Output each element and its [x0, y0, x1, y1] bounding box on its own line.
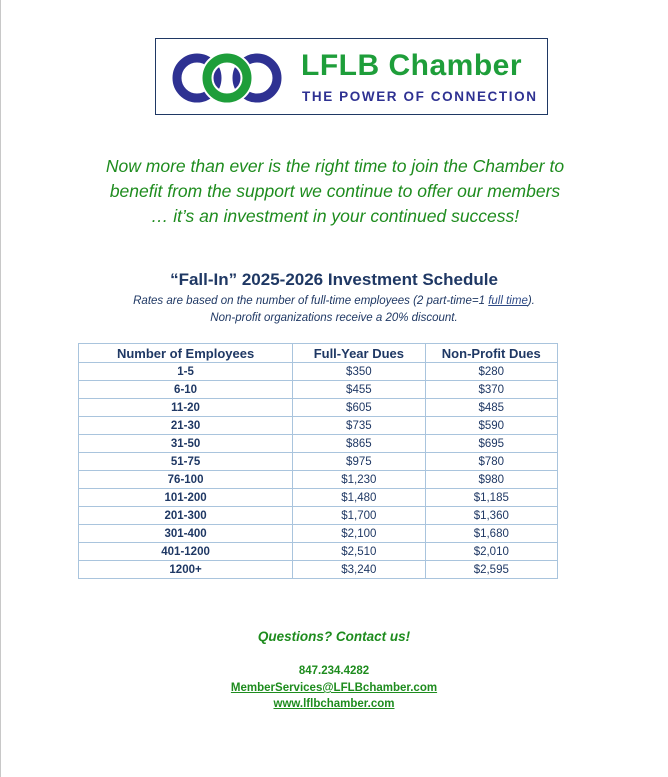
table-row: [79, 471, 558, 489]
header-full-year-dues: Full-Year Dues: [293, 344, 425, 363]
full-year-dues-cell: $3,240: [293, 561, 425, 579]
full-year-dues-cell: $2,510: [293, 543, 425, 561]
full-year-dues-cell: $865: [293, 435, 425, 453]
table-row: [79, 525, 558, 543]
employees-cell: 301-400: [79, 525, 293, 543]
non-profit-dues-cell: $980: [425, 471, 557, 489]
logo-box: [155, 38, 548, 115]
investment-schedule-table: [78, 343, 558, 579]
intro-line-3: … it’s an investment in your continued success!: [150, 206, 520, 226]
employees-cell: 21-30: [79, 417, 293, 435]
intro-paragraph: [60, 154, 610, 229]
non-profit-dues-cell: $280: [425, 363, 557, 381]
employees-cell: 31-50: [79, 435, 293, 453]
table-row: [79, 417, 558, 435]
contact-phone: 847.234.4282: [298, 665, 370, 677]
chamber-rings-logo-icon: [171, 52, 283, 104]
table-row: [79, 399, 558, 417]
table-row: [79, 507, 558, 525]
schedule-title: “Fall-In” 2025-2026 Investment Schedule: [170, 270, 498, 289]
logo-tagline: THE POWER OF CONNECTION: [302, 89, 538, 104]
non-profit-dues-cell: $780: [425, 453, 557, 471]
table-row: [79, 543, 558, 561]
full-year-dues-cell: $1,480: [293, 489, 425, 507]
full-year-dues-cell: $350: [293, 363, 425, 381]
website-link[interactable]: www.lflbchamber.com: [273, 698, 395, 710]
table-header-row: [79, 344, 558, 363]
non-profit-dues-cell: $590: [425, 417, 557, 435]
employees-cell: 11-20: [79, 399, 293, 417]
employees-cell: 1-5: [79, 363, 293, 381]
full-year-dues-cell: $1,230: [293, 471, 425, 489]
contact-email-link[interactable]: MemberServices@LFLBchamber.com: [230, 682, 438, 694]
full-year-dues-cell: $2,100: [293, 525, 425, 543]
employees-cell: 401-1200: [79, 543, 293, 561]
non-profit-dues-cell: $1,680: [425, 525, 557, 543]
full-year-dues-cell: $1,700: [293, 507, 425, 525]
employees-cell: 201-300: [79, 507, 293, 525]
employees-cell: 76-100: [79, 471, 293, 489]
logo-title: LFLB Chamber: [301, 49, 523, 82]
schedule-note-rates: [0, 295, 668, 307]
schedule-note-nonprofit: Non-profit organizations receive a 20% discount.: [210, 312, 458, 324]
non-profit-dues-cell: $2,010: [425, 543, 557, 561]
header-employees: Number of Employees: [79, 344, 293, 363]
intro-line-2: benefit from the support we continue to offer our members: [109, 181, 561, 201]
note-rates-end: ).: [527, 295, 535, 307]
table-row: [79, 453, 558, 471]
employees-cell: 1200+: [79, 561, 293, 579]
page-edge: [0, 0, 1, 777]
full-year-dues-cell: $455: [293, 381, 425, 399]
non-profit-dues-cell: $485: [425, 399, 557, 417]
header-non-profit-dues: Non-Profit Dues: [425, 344, 557, 363]
table-row: [79, 363, 558, 381]
table-row: [79, 435, 558, 453]
table-row: [79, 489, 558, 507]
non-profit-dues-cell: $1,185: [425, 489, 557, 507]
non-profit-dues-cell: $695: [425, 435, 557, 453]
non-profit-dues-cell: $1,360: [425, 507, 557, 525]
employees-cell: 51-75: [79, 453, 293, 471]
full-year-dues-cell: $605: [293, 399, 425, 417]
note-rates-text: Rates are based on the number of full-time employees (2 part-time=1: [133, 295, 489, 307]
employees-cell: 6-10: [79, 381, 293, 399]
employees-cell: 101-200: [79, 489, 293, 507]
table-row: [79, 381, 558, 399]
full-time-link[interactable]: full time: [488, 295, 528, 307]
full-year-dues-cell: $735: [293, 417, 425, 435]
contact-heading: Questions? Contact us!: [257, 629, 411, 644]
non-profit-dues-cell: $2,595: [425, 561, 557, 579]
intro-line-1: Now more than ever is the right time to join the Chamber to: [105, 156, 565, 176]
table-row: [79, 561, 558, 579]
full-year-dues-cell: $975: [293, 453, 425, 471]
non-profit-dues-cell: $370: [425, 381, 557, 399]
